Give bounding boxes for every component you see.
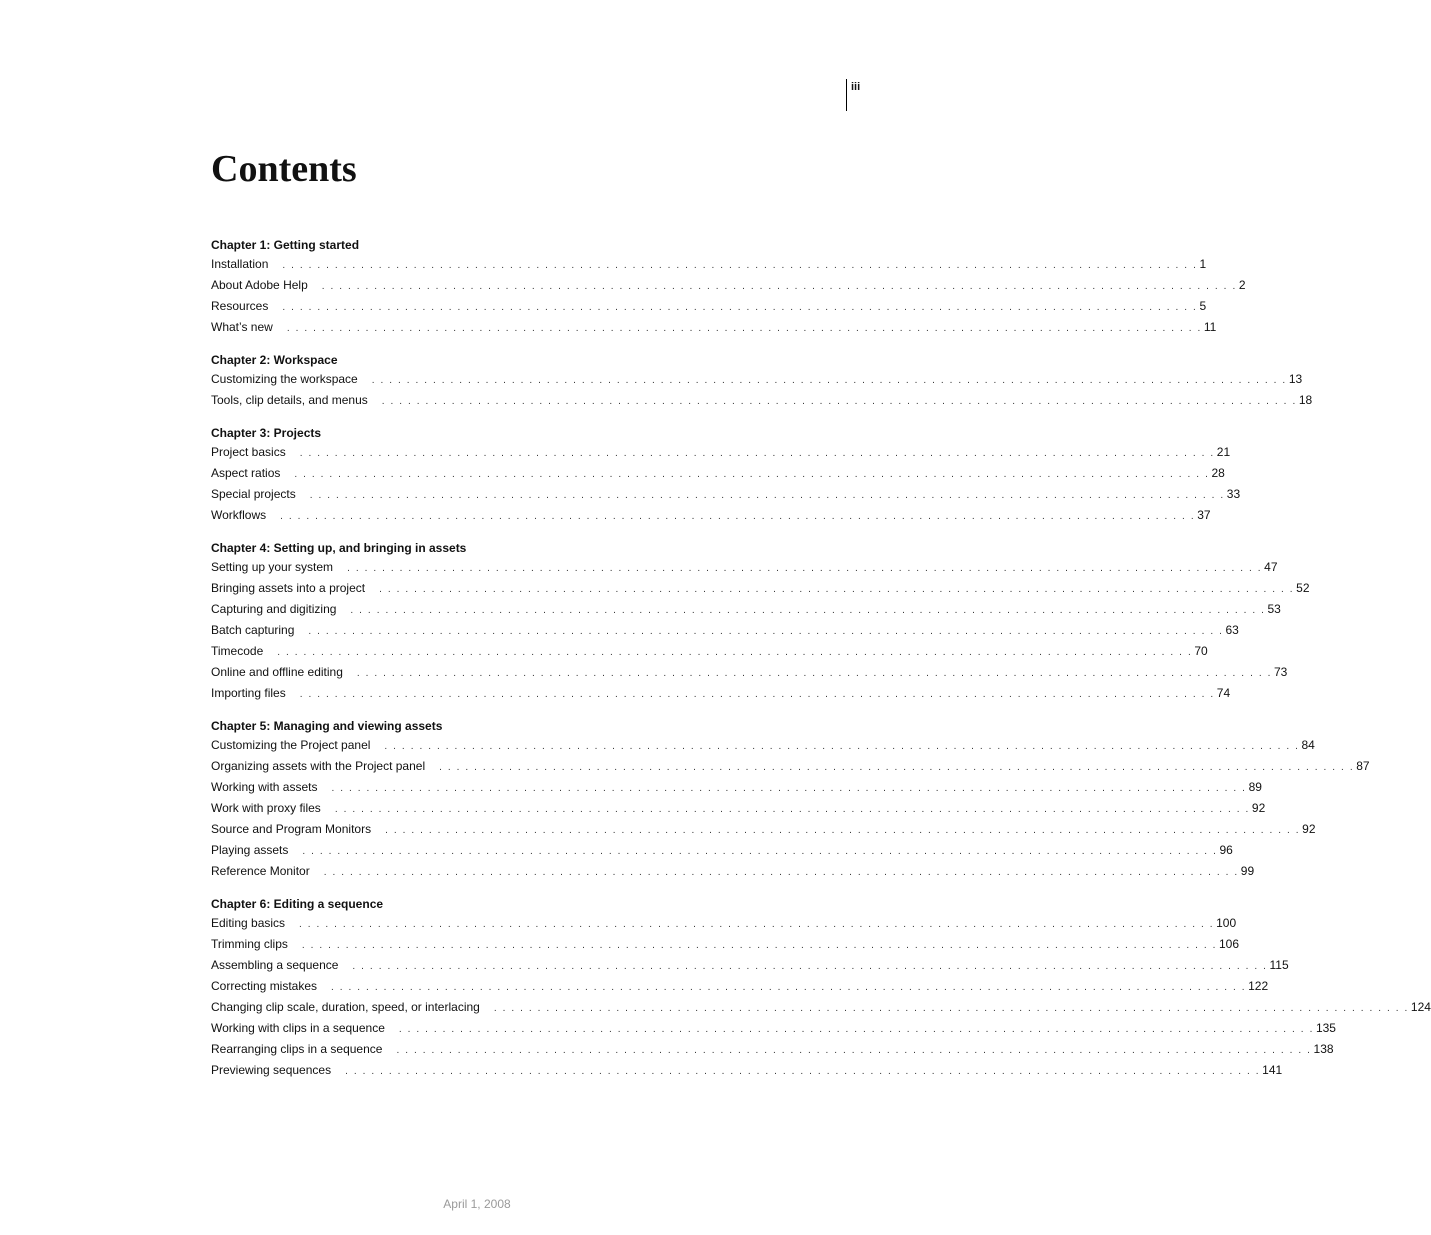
toc-entry-page-number: 99 [1240, 864, 1255, 878]
toc-entry-page-number: 33 [1226, 487, 1241, 501]
dot-leader: . . . . . . . . . . . . . . . . . . . . . . . . . . . . . . . . . . . . . . . . . . . . . . . . . . . . . . . . . . . . . . . . . . . . . . . . . . . . . . . . . . . . . . . . . . . . . . . . . . . . . . . . . [331, 783, 1247, 794]
toc-entry[interactable] [211, 275, 1246, 296]
toc-entry-label: Customizing the Project panel [211, 738, 371, 752]
toc-entry-page-number: 1 [1199, 257, 1207, 271]
toc-entry-page-number: 28 [1211, 466, 1225, 480]
toc-entry-label: What’s new [211, 320, 273, 334]
toc-entry-label: Special projects [211, 487, 296, 501]
dot-leader: . . . . . . . . . . . . . . . . . . . . . . . . . . . . . . . . . . . . . . . . . . . . . . . . . . . . . . . . . . . . . . . . . . . . . . . . . . . . . . . . . . . . . . . . . . . . . . . . . . . . . . . . . [299, 448, 1215, 459]
toc-entry-label: Editing basics [211, 916, 286, 930]
dot-leader: . . . . . . . . . . . . . . . . . . . . . . . . . . . . . . . . . . . . . . . . . . . . . . . . . . . . . . . . . . . . . . . . . . . . . . . . . . . . . . . . . . . . . . . . . . . . . . . . . . . . . . . . . [381, 396, 1297, 407]
toc-entry[interactable] [211, 735, 1315, 756]
chapter-section [211, 896, 1431, 1081]
toc-entry-label: About Adobe Help [211, 278, 308, 292]
toc-entry-label: Work with proxy files [211, 801, 321, 815]
toc-entry[interactable] [211, 641, 1208, 662]
dot-leader: . . . . . . . . . . . . . . . . . . . . . . . . . . . . . . . . . . . . . . . . . . . . . . . . . . . . . . . . . . . . . . . . . . . . . . . . . . . . . . . . . . . . . . . . . . . . . . . . . . . . . . . . . [396, 1045, 1312, 1056]
chapter-heading[interactable]: Chapter 2: Workspace [211, 353, 338, 367]
toc-entry-label: Online and offline editing [211, 665, 343, 679]
dot-leader: . . . . . . . . . . . . . . . . . . . . . . . . . . . . . . . . . . . . . . . . . . . . . . . . . . . . . . . . . . . . . . . . . . . . . . . . . . . . . . . . . . . . . . . . . . . . . . . . . . . . . . . . . [286, 323, 1202, 334]
header-rule [846, 79, 847, 111]
dot-leader: . . . . . . . . . . . . . . . . . . . . . . . . . . . . . . . . . . . . . . . . . . . . . . . . . . . . . . . . . . . . . . . . . . . . . . . . . . . . . . . . . . . . . . . . . . . . . . . . . . . . . . . . . [334, 804, 1250, 815]
toc-entry-page-number: 18 [1298, 393, 1313, 407]
toc-entry[interactable] [211, 683, 1231, 704]
toc-entry-label: Source and Program Monitors [211, 822, 372, 836]
toc-entry-page-number: 63 [1225, 623, 1239, 637]
chapter-heading[interactable]: Chapter 1: Getting started [211, 238, 360, 252]
toc-entry-label: Working with assets [211, 780, 318, 794]
toc-entry-page-number: 73 [1273, 665, 1288, 679]
toc-entry[interactable] [211, 840, 1233, 861]
toc-entry[interactable] [211, 819, 1316, 840]
dot-leader: . . . . . . . . . . . . . . . . . . . . . . . . . . . . . . . . . . . . . . . . . . . . . . . . . . . . . . . . . . . . . . . . . . . . . . . . . . . . . . . . . . . . . . . . . . . . . . . . . . . . . . . . . [282, 260, 1198, 271]
toc-entry[interactable] [211, 1060, 1283, 1081]
toc-entry-page-number: 122 [1248, 979, 1269, 993]
dot-leader: . . . . . . . . . . . . . . . . . . . . . . . . . . . . . . . . . . . . . . . . . . . . . . . . . . . . . . . . . . . . . . . . . . . . . . . . . . . . . . . . . . . . . . . . . . . . . . . . . . . . . . . . . [301, 940, 1217, 951]
toc-entry-page-number: 84 [1301, 738, 1315, 752]
toc-entry-label: Setting up your system [211, 560, 334, 574]
toc-entry[interactable] [211, 463, 1225, 484]
toc-entry-page-number: 106 [1218, 937, 1240, 951]
dot-leader: . . . . . . . . . . . . . . . . . . . . . . . . . . . . . . . . . . . . . . . . . . . . . . . . . . . . . . . . . . . . . . . . . . . . . . . . . . . . . . . . . . . . . . . . . . . . . . . . . . . . . . . . . [398, 1024, 1314, 1035]
toc-entry-page-number: 5 [1199, 299, 1207, 313]
dot-leader: . . . . . . . . . . . . . . . . . . . . . . . . . . . . . . . . . . . . . . . . . . . . . . . . . . . . . . . . . . . . . . . . . . . . . . . . . . . . . . . . . . . . . . . . . . . . . . . . . . . . . . . . . [294, 469, 1210, 480]
chapter-heading[interactable]: Chapter 4: Setting up, and bringing in assets [211, 541, 467, 555]
toc-entry-page-number: 37 [1197, 508, 1211, 522]
toc-entry[interactable] [211, 254, 1207, 275]
dot-leader: . . . . . . . . . . . . . . . . . . . . . . . . . . . . . . . . . . . . . . . . . . . . . . . . . . . . . . . . . . . . . . . . . . . . . . . . . . . . . . . . . . . . . . . . . . . . . . . . . . . . . . . . . [493, 1003, 1409, 1014]
toc-entry-label: Project basics [211, 445, 286, 459]
dot-leader: . . . . . . . . . . . . . . . . . . . . . . . . . . . . . . . . . . . . . . . . . . . . . . . . . . . . . . . . . . . . . . . . . . . . . . . . . . . . . . . . . . . . . . . . . . . . . . . . . . . . . . . . . [331, 982, 1247, 993]
toc-entry[interactable] [211, 756, 1370, 777]
toc-entry-label: Correcting mistakes [211, 979, 318, 993]
page-number: iii [851, 81, 861, 93]
toc-entry-page-number: 53 [1267, 602, 1281, 616]
toc-entry-label: Customizing the workspace [211, 372, 358, 386]
dot-leader: . . . . . . . . . . . . . . . . . . . . . . . . . . . . . . . . . . . . . . . . . . . . . . . . . . . . . . . . . . . . . . . . . . . . . . . . . . . . . . . . . . . . . . . . . . . . . . . . . . . . . . . . . [379, 584, 1295, 595]
chapter-section [211, 540, 1310, 704]
dot-leader: . . . . . . . . . . . . . . . . . . . . . . . . . . . . . . . . . . . . . . . . . . . . . . . . . . . . . . . . . . . . . . . . . . . . . . . . . . . . . . . . . . . . . . . . . . . . . . . . . . . . . . . . . [323, 867, 1239, 878]
toc-entry-label: Timecode [211, 644, 264, 658]
toc-entry-label: Batch capturing [211, 623, 295, 637]
toc-entry-label: Workflows [211, 508, 267, 522]
dot-leader: . . . . . . . . . . . . . . . . . . . . . . . . . . . . . . . . . . . . . . . . . . . . . . . . . . . . . . . . . . . . . . . . . . . . . . . . . . . . . . . . . . . . . . . . . . . . . . . . . . . . . . . . . [299, 919, 1215, 930]
toc-entry[interactable] [211, 599, 1281, 620]
dot-leader: . . . . . . . . . . . . . . . . . . . . . . . . . . . . . . . . . . . . . . . . . . . . . . . . . . . . . . . . . . . . . . . . . . . . . . . . . . . . . . . . . . . . . . . . . . . . . . . . . . . . . . . . . [277, 647, 1193, 658]
toc-entry[interactable] [211, 390, 1313, 411]
footer-date: April 1, 2008 [443, 1197, 511, 1211]
chapter-heading[interactable]: Chapter 3: Projects [211, 426, 322, 440]
dot-leader: . . . . . . . . . . . . . . . . . . . . . . . . . . . . . . . . . . . . . . . . . . . . . . . . . . . . . . . . . . . . . . . . . . . . . . . . . . . . . . . . . . . . . . . . . . . . . . . . . . . . . . . . . [299, 689, 1215, 700]
dot-leader: . . . . . . . . . . . . . . . . . . . . . . . . . . . . . . . . . . . . . . . . . . . . . . . . . . . . . . . . . . . . . . . . . . . . . . . . . . . . . . . . . . . . . . . . . . . . . . . . . . . . . . . . . [356, 668, 1272, 679]
toc-entry-label: Resources [211, 299, 269, 313]
toc-entry-label: Aspect ratios [211, 466, 281, 480]
page-title: Contents [211, 148, 357, 190]
toc-entry-page-number: 135 [1315, 1021, 1336, 1035]
toc-entry-label: Installation [211, 257, 269, 271]
dot-leader: . . . . . . . . . . . . . . . . . . . . . . . . . . . . . . . . . . . . . . . . . . . . . . . . . . . . . . . . . . . . . . . . . . . . . . . . . . . . . . . . . . . . . . . . . . . . . . . . . . . . . . . . . [352, 961, 1268, 972]
dot-leader: . . . . . . . . . . . . . . . . . . . . . . . . . . . . . . . . . . . . . . . . . . . . . . . . . . . . . . . . . . . . . . . . . . . . . . . . . . . . . . . . . . . . . . . . . . . . . . . . . . . . . . . . . [350, 605, 1266, 616]
toc-entry-page-number: 124 [1410, 1000, 1431, 1014]
toc-entry[interactable] [211, 955, 1289, 976]
toc-entry-page-number: 74 [1216, 686, 1231, 700]
toc-entry[interactable] [211, 442, 1231, 463]
toc-entry-page-number: 47 [1264, 560, 1278, 574]
toc-entry[interactable] [211, 913, 1237, 934]
toc-entry-label: Playing assets [211, 843, 289, 857]
toc-entry-label: Rearranging clips in a sequence [211, 1042, 383, 1056]
toc-entry[interactable] [211, 620, 1239, 641]
toc-entry-label: Importing files [211, 686, 286, 700]
toc-entry[interactable] [211, 1018, 1336, 1039]
toc-entry[interactable] [211, 505, 1211, 526]
toc-entry[interactable] [211, 557, 1278, 578]
toc-entry-page-number: 87 [1356, 759, 1370, 773]
toc-entry[interactable] [211, 777, 1262, 798]
dot-leader: . . . . . . . . . . . . . . . . . . . . . . . . . . . . . . . . . . . . . . . . . . . . . . . . . . . . . . . . . . . . . . . . . . . . . . . . . . . . . . . . . . . . . . . . . . . . . . . . . . . . . . . . . [439, 762, 1355, 773]
toc-entry-label: Assembling a sequence [211, 958, 339, 972]
toc-entry[interactable] [211, 296, 1207, 317]
chapter-heading[interactable]: Chapter 6: Editing a sequence [211, 897, 384, 911]
toc-entry-page-number: 96 [1219, 843, 1233, 857]
toc-entry-page-number: 141 [1262, 1063, 1283, 1077]
toc-entry-page-number: 11 [1203, 320, 1217, 334]
toc-entry-page-number: 115 [1269, 958, 1289, 972]
chapter-section [211, 237, 1246, 338]
table-of-contents [211, 237, 1431, 1095]
toc-entry[interactable] [211, 578, 1310, 599]
toc-entry-page-number: 13 [1288, 372, 1303, 386]
dot-leader: . . . . . . . . . . . . . . . . . . . . . . . . . . . . . . . . . . . . . . . . . . . . . . . . . . . . . . . . . . . . . . . . . . . . . . . . . . . . . . . . . . . . . . . . . . . . . . . . . . . . . . . . . [347, 563, 1263, 574]
dot-leader: . . . . . . . . . . . . . . . . . . . . . . . . . . . . . . . . . . . . . . . . . . . . . . . . . . . . . . . . . . . . . . . . . . . . . . . . . . . . . . . . . . . . . . . . . . . . . . . . . . . . . . . . . [308, 626, 1224, 637]
chapter-section [211, 718, 1370, 882]
toc-entry-page-number: 138 [1313, 1042, 1334, 1056]
dot-leader: . . . . . . . . . . . . . . . . . . . . . . . . . . . . . . . . . . . . . . . . . . . . . . . . . . . . . . . . . . . . . . . . . . . . . . . . . . . . . . . . . . . . . . . . . . . . . . . . . . . . . . . . . [384, 741, 1300, 752]
toc-entry[interactable] [211, 861, 1255, 882]
toc-entry[interactable] [211, 798, 1266, 819]
toc-entry[interactable] [211, 369, 1303, 390]
toc-entry[interactable] [211, 997, 1431, 1018]
chapter-section [211, 425, 1241, 526]
toc-entry[interactable] [211, 484, 1241, 505]
toc-entry-label: Trimming clips [211, 937, 288, 951]
toc-entry[interactable] [211, 662, 1288, 683]
toc-entry-label: Bringing assets into a project [211, 581, 366, 595]
toc-entry-page-number: 92 [1302, 822, 1316, 836]
toc-entry[interactable] [211, 1039, 1334, 1060]
toc-entry-page-number: 52 [1296, 581, 1310, 595]
toc-entry-page-number: 2 [1238, 278, 1246, 292]
toc-entry-label: Working with clips in a sequence [211, 1021, 385, 1035]
toc-entry-label: Reference Monitor [211, 864, 310, 878]
toc-entry[interactable] [211, 976, 1269, 997]
toc-entry-label: Tools, clip details, and menus [211, 393, 368, 407]
toc-entry[interactable] [211, 317, 1217, 338]
chapter-section [211, 352, 1313, 411]
dot-leader: . . . . . . . . . . . . . . . . . . . . . . . . . . . . . . . . . . . . . . . . . . . . . . . . . . . . . . . . . . . . . . . . . . . . . . . . . . . . . . . . . . . . . . . . . . . . . . . . . . . . . . . . . [321, 281, 1237, 292]
toc-entry-page-number: 70 [1194, 644, 1208, 658]
dot-leader: . . . . . . . . . . . . . . . . . . . . . . . . . . . . . . . . . . . . . . . . . . . . . . . . . . . . . . . . . . . . . . . . . . . . . . . . . . . . . . . . . . . . . . . . . . . . . . . . . . . . . . . . . [302, 846, 1218, 857]
dot-leader: . . . . . . . . . . . . . . . . . . . . . . . . . . . . . . . . . . . . . . . . . . . . . . . . . . . . . . . . . . . . . . . . . . . . . . . . . . . . . . . . . . . . . . . . . . . . . . . . . . . . . . . . . [280, 511, 1196, 522]
toc-entry-page-number: 100 [1216, 916, 1237, 930]
dot-leader: . . . . . . . . . . . . . . . . . . . . . . . . . . . . . . . . . . . . . . . . . . . . . . . . . . . . . . . . . . . . . . . . . . . . . . . . . . . . . . . . . . . . . . . . . . . . . . . . . . . . . . . . . [282, 302, 1198, 313]
chapter-heading[interactable]: Chapter 5: Managing and viewing assets [211, 719, 443, 733]
dot-leader: . . . . . . . . . . . . . . . . . . . . . . . . . . . . . . . . . . . . . . . . . . . . . . . . . . . . . . . . . . . . . . . . . . . . . . . . . . . . . . . . . . . . . . . . . . . . . . . . . . . . . . . . . [345, 1066, 1261, 1077]
toc-entry-page-number: 21 [1216, 445, 1231, 459]
dot-leader: . . . . . . . . . . . . . . . . . . . . . . . . . . . . . . . . . . . . . . . . . . . . . . . . . . . . . . . . . . . . . . . . . . . . . . . . . . . . . . . . . . . . . . . . . . . . . . . . . . . . . . . . . [371, 375, 1287, 386]
toc-entry-page-number: 92 [1251, 801, 1266, 815]
toc-entry[interactable] [211, 934, 1240, 955]
dot-leader: . . . . . . . . . . . . . . . . . . . . . . . . . . . . . . . . . . . . . . . . . . . . . . . . . . . . . . . . . . . . . . . . . . . . . . . . . . . . . . . . . . . . . . . . . . . . . . . . . . . . . . . . . [309, 490, 1225, 501]
dot-leader: . . . . . . . . . . . . . . . . . . . . . . . . . . . . . . . . . . . . . . . . . . . . . . . . . . . . . . . . . . . . . . . . . . . . . . . . . . . . . . . . . . . . . . . . . . . . . . . . . . . . . . . . . [385, 825, 1301, 836]
toc-entry-label: Changing clip scale, duration, speed, or interlacing [211, 1000, 480, 1014]
toc-entry-label: Previewing sequences [211, 1063, 332, 1077]
toc-entry-page-number: 89 [1248, 780, 1262, 794]
toc-entry-label: Organizing assets with the Project panel [211, 759, 426, 773]
toc-entry-label: Capturing and digitizing [211, 602, 337, 616]
